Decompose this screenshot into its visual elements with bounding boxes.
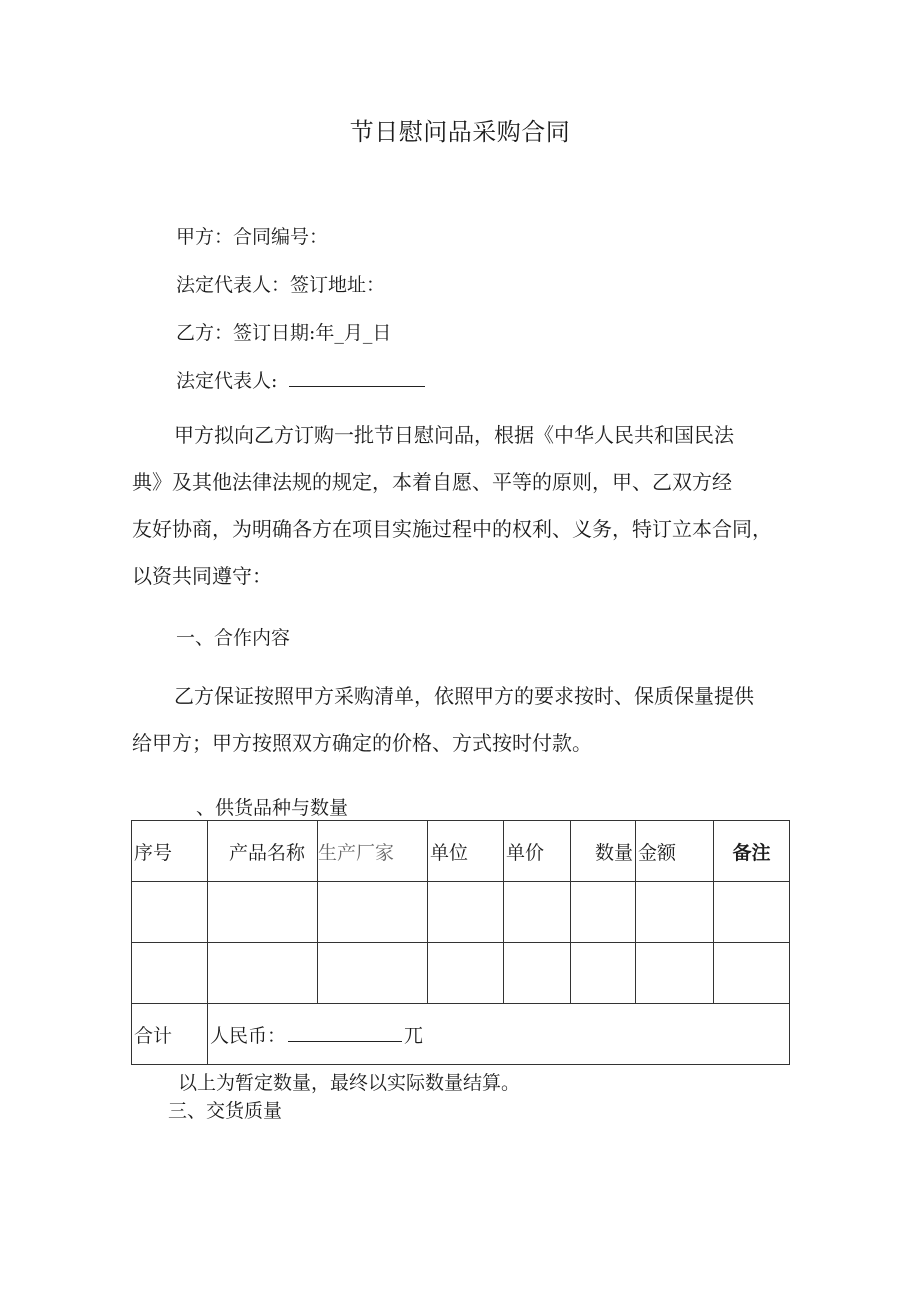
header-remarks: 备注 bbox=[714, 821, 790, 882]
total-prefix: 人民币： bbox=[210, 1024, 287, 1047]
table-header-row bbox=[132, 821, 790, 882]
section-1-paragraph bbox=[132, 673, 792, 767]
header-unit-price: 单价 bbox=[504, 821, 571, 882]
section-1-heading: 一、合作内容 bbox=[176, 627, 291, 649]
intro-line-2: 典》及其他法律法规的规定，本着自愿、平等的原则，甲、乙双方经 bbox=[132, 470, 732, 494]
table-cell[interactable] bbox=[428, 943, 504, 1004]
table-cell[interactable] bbox=[318, 882, 428, 943]
legal-rep-label: 法定代表人: bbox=[176, 370, 278, 392]
intro-line-3: 友好协商，为明确各方在项目实施过程中的权利、义务，特订立本合同， bbox=[132, 517, 772, 541]
header-manufacturer: 生产厂家 bbox=[318, 821, 428, 882]
legal-rep-line-1: 法定代表人：签订地址： bbox=[176, 274, 386, 296]
table-cell[interactable] bbox=[132, 882, 208, 943]
table-cell[interactable] bbox=[636, 882, 714, 943]
total-suffix: 兀 bbox=[404, 1024, 424, 1047]
table-cell[interactable] bbox=[208, 882, 318, 943]
total-amount-blank[interactable] bbox=[288, 1027, 402, 1042]
header-product-name: 产品名称 bbox=[208, 821, 318, 882]
total-amount-cell bbox=[208, 1004, 790, 1065]
header-seq: 序号 bbox=[132, 821, 208, 882]
table-cell[interactable] bbox=[714, 882, 790, 943]
table-cell[interactable] bbox=[132, 943, 208, 1004]
table-total-row bbox=[132, 1004, 790, 1065]
table-cell[interactable] bbox=[636, 943, 714, 1004]
header-unit: 单位 bbox=[428, 821, 504, 882]
table-cell[interactable] bbox=[571, 943, 636, 1004]
quantity-note: 以上为暂定数量，最终以实际数量结算。 bbox=[178, 1072, 521, 1094]
table-cell[interactable] bbox=[208, 943, 318, 1004]
table-cell[interactable] bbox=[428, 882, 504, 943]
legal-rep-line-2 bbox=[176, 366, 425, 393]
intro-paragraph bbox=[132, 412, 792, 600]
table-cell[interactable] bbox=[714, 943, 790, 1004]
table-row bbox=[132, 882, 790, 943]
intro-line-1: 甲方拟向乙方订购一批节日慰问品，根据《中华人民共和国民法 bbox=[174, 423, 734, 447]
legal-rep-blank bbox=[289, 372, 425, 387]
goods-table bbox=[131, 820, 790, 1065]
section-2-heading: 、供货品种与数量 bbox=[196, 797, 349, 819]
section-1-line-1: 乙方保证按照甲方采购清单，依照甲方的要求按时、保质保量提供 bbox=[174, 684, 754, 708]
table-cell[interactable] bbox=[504, 943, 571, 1004]
contract-title: 节日慰问品采购合同 bbox=[349, 118, 571, 146]
party-b-line: 乙方：签订日期:年_月_日 bbox=[176, 322, 392, 344]
table-cell[interactable] bbox=[504, 882, 571, 943]
party-a-line: 甲方：合同编号： bbox=[176, 226, 329, 248]
intro-line-4: 以资共同遵守： bbox=[132, 564, 272, 588]
section-1-line-2: 给甲方；甲方按照双方确定的价格、方式按时付款。 bbox=[132, 731, 592, 755]
table-cell[interactable] bbox=[571, 882, 636, 943]
total-label: 合计 bbox=[132, 1004, 208, 1065]
header-amount: 金额 bbox=[636, 821, 714, 882]
table-cell[interactable] bbox=[318, 943, 428, 1004]
header-quantity: 数量 bbox=[571, 821, 636, 882]
table-row bbox=[132, 943, 790, 1004]
section-3-heading: 三、交货质量 bbox=[168, 1100, 283, 1122]
